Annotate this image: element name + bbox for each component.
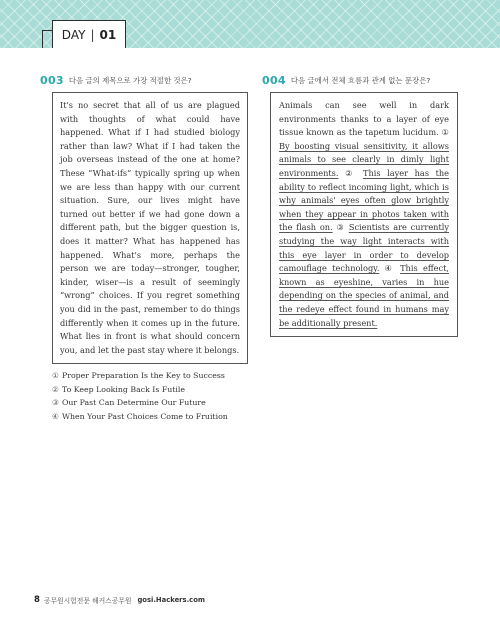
passage-box: [52, 92, 248, 364]
answer-option-4[interactable]: [52, 410, 248, 424]
question-prompt: 다음 글에서 전체 흐름과 관계 없는 문장은?: [290, 75, 431, 85]
question-number: 004: [262, 73, 286, 87]
sentence-3[interactable]: Scientists are currently studying the way light interacts with this eye layer in order to develop camouflage technology.: [279, 222, 449, 274]
question-prompt: 다음 글의 제목으로 가장 적절한 것은?: [68, 75, 192, 85]
passage-box: [270, 92, 458, 337]
option-text: Our Past Can Determine Our Future: [62, 398, 206, 408]
answer-options: [52, 369, 248, 423]
sentence-3-marker: ③: [336, 222, 346, 233]
sentence-2[interactable]: This layer has the ability to reflect incoming light, which is why animals' eyes often glow brightly when they appear in photos taken with the flash on.: [279, 167, 450, 233]
option-marker: ②: [52, 384, 59, 394]
day-label: DAY: [61, 27, 86, 42]
day-tab: [52, 20, 126, 48]
question-number: 003: [40, 73, 64, 87]
sentence-4-marker: ④: [384, 263, 395, 274]
sentence-1-marker: ①: [441, 127, 449, 138]
page-footer: [34, 594, 205, 606]
site-url[interactable]: gosi.Hackers.com: [137, 596, 205, 604]
option-marker: ④: [52, 411, 59, 421]
question-003: [40, 72, 248, 423]
question-004-header: [262, 72, 462, 88]
answer-option-2[interactable]: [52, 383, 248, 397]
sentence-1[interactable]: By boosting visual sensitivity, it allows animals to see clearly in dimly light environments.: [279, 140, 449, 178]
day-number: 01: [99, 27, 117, 42]
option-text: Proper Preparation Is the Key to Success: [62, 371, 225, 381]
option-text: When Your Past Choices Come to Fruition: [62, 411, 228, 421]
page-number: 8: [34, 595, 40, 605]
option-marker: ③: [52, 398, 59, 408]
sentence-2-marker: ②: [345, 167, 357, 178]
question-004: [262, 72, 462, 337]
passage-intro: Animals can see well in dark environments thanks to a layer of eye tissue known as the tapetum lucidum.: [279, 100, 449, 138]
sentence-4[interactable]: This effect, known as eyeshine, varies in hue depending on the species of animal, and the redeye effect found in humans may be additionally present.: [279, 263, 449, 328]
publisher-name: 공무원시험전문 해커스공무원: [43, 597, 132, 605]
question-003-header: [40, 72, 248, 88]
day-separator: |: [90, 27, 95, 42]
answer-option-3[interactable]: [52, 396, 248, 410]
option-text: To Keep Looking Back Is Futile: [62, 384, 186, 394]
option-marker: ①: [52, 371, 59, 381]
answer-option-1[interactable]: [52, 369, 248, 383]
passage-text: It's no secret that all of us are plagued with thoughts of what could have happened. What if I had studied biology rather than law? What if I had taken the job overseas instead of the one at home? These “What-ifs” typically spring up when we are less than happy with our current situation. Sure, our lives might have turned out better if we had gone down a different path, but the bigger question is, does it matter? What has happened has happened. What's more, perhaps the person we are today—stronger, tougher, kinder, wiser—is a result of seemingly “wrong” choices. If you regret something you did in the past, remember to do things differently when it comes up in the future. What lies in front is what should concern you, and let the past stay where it belongs.: [60, 100, 240, 355]
